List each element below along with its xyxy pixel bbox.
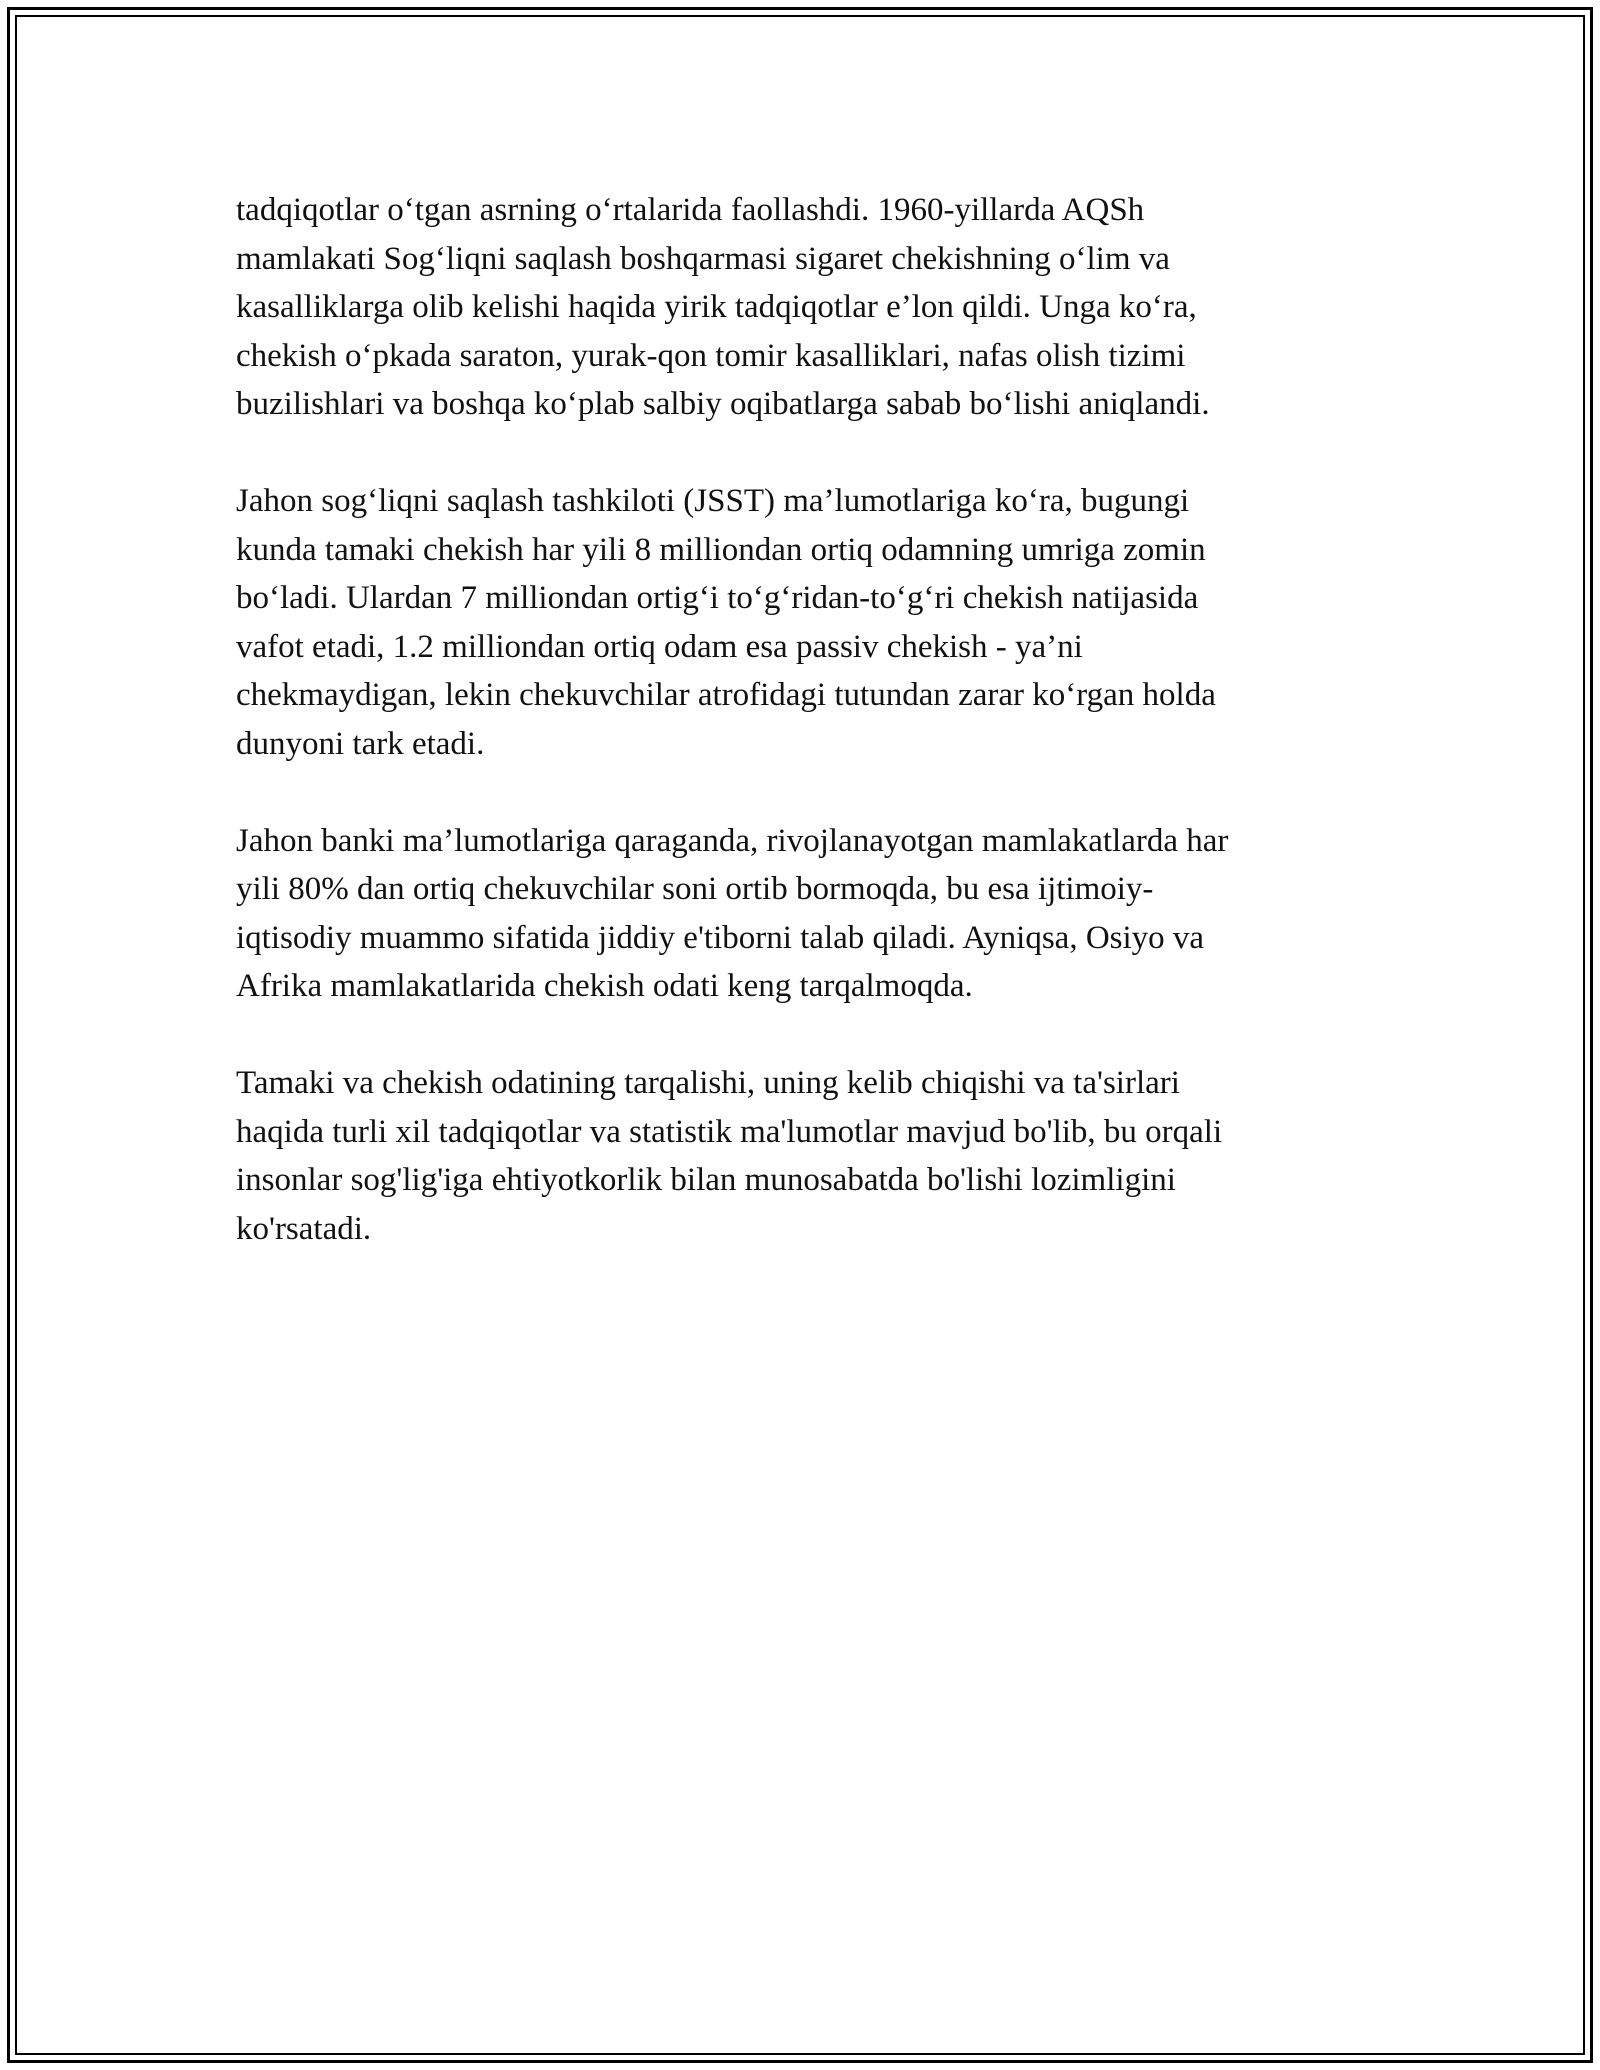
paragraph-4: Tamaki va chekish odatining tarqalishi, uning kelib chiqishi va ta'sirlari haqida turli xil tadqiqotlar va statistik ma'lumotlar mavjud bo'lib, bu orqali insonlar sog'lig'iga ehtiyotkorlik bilan munosabatda bo'lishi lozimligini ko'rsatadi. [236,1065,1223,1247]
paragraph-1: tadqiqotlar o‘tgan asrning o‘rtalarida faollashdi. 1960-yillarda AQSh mamlakati Sog‘liqni saqlash boshqarmasi sigaret chekishning o‘lim va kasalliklarga olib kelishi haqida yirik tadqiqotlar e’lon qildi. Unga ko‘ra, chekish o‘pkada saraton, yurak-qon tomir kasalliklari, nafas olish tizimi buzilishlari va boshqa ko‘plab salbiy oqibatlarga sabab bo‘lishi aniqlandi. [236,192,1210,422]
paragraph-2: Jahon sog‘liqni saqlash tashkiloti (JSST) ma’lumotlariga ko‘ra, bugungi kunda tamaki chekish har yili 8 milliondan ortiq odamning umriga zomin bo‘ladi. Ulardan 7 milliondan ortig‘i to‘g‘ridan-to‘g‘ri chekish natijasida vafot etadi, 1.2 milliondan ortiq odam esa passiv chekish - ya’ni chekmaydigan, lekin chekuvchilar atrofidagi tutundan zarar ko‘rgan holda dunyoni tark etadi. [236,483,1216,762]
paragraph-3: Jahon banki ma’lumotlariga qaraganda, rivojlanayotgan mamlakatlarda har yili 80% dan ortiq chekuvchilar soni ortib bormoqda, bu esa ijtimoiy- iqtisodiy muammo sifatida jiddiy e'tiborni talab qiladi. Ayniqsa, Osiyo va Afrika mamlakatlarida chekish odati keng tarqalmoqda. [236,822,1229,1004]
document-body [236,186,1366,1302]
